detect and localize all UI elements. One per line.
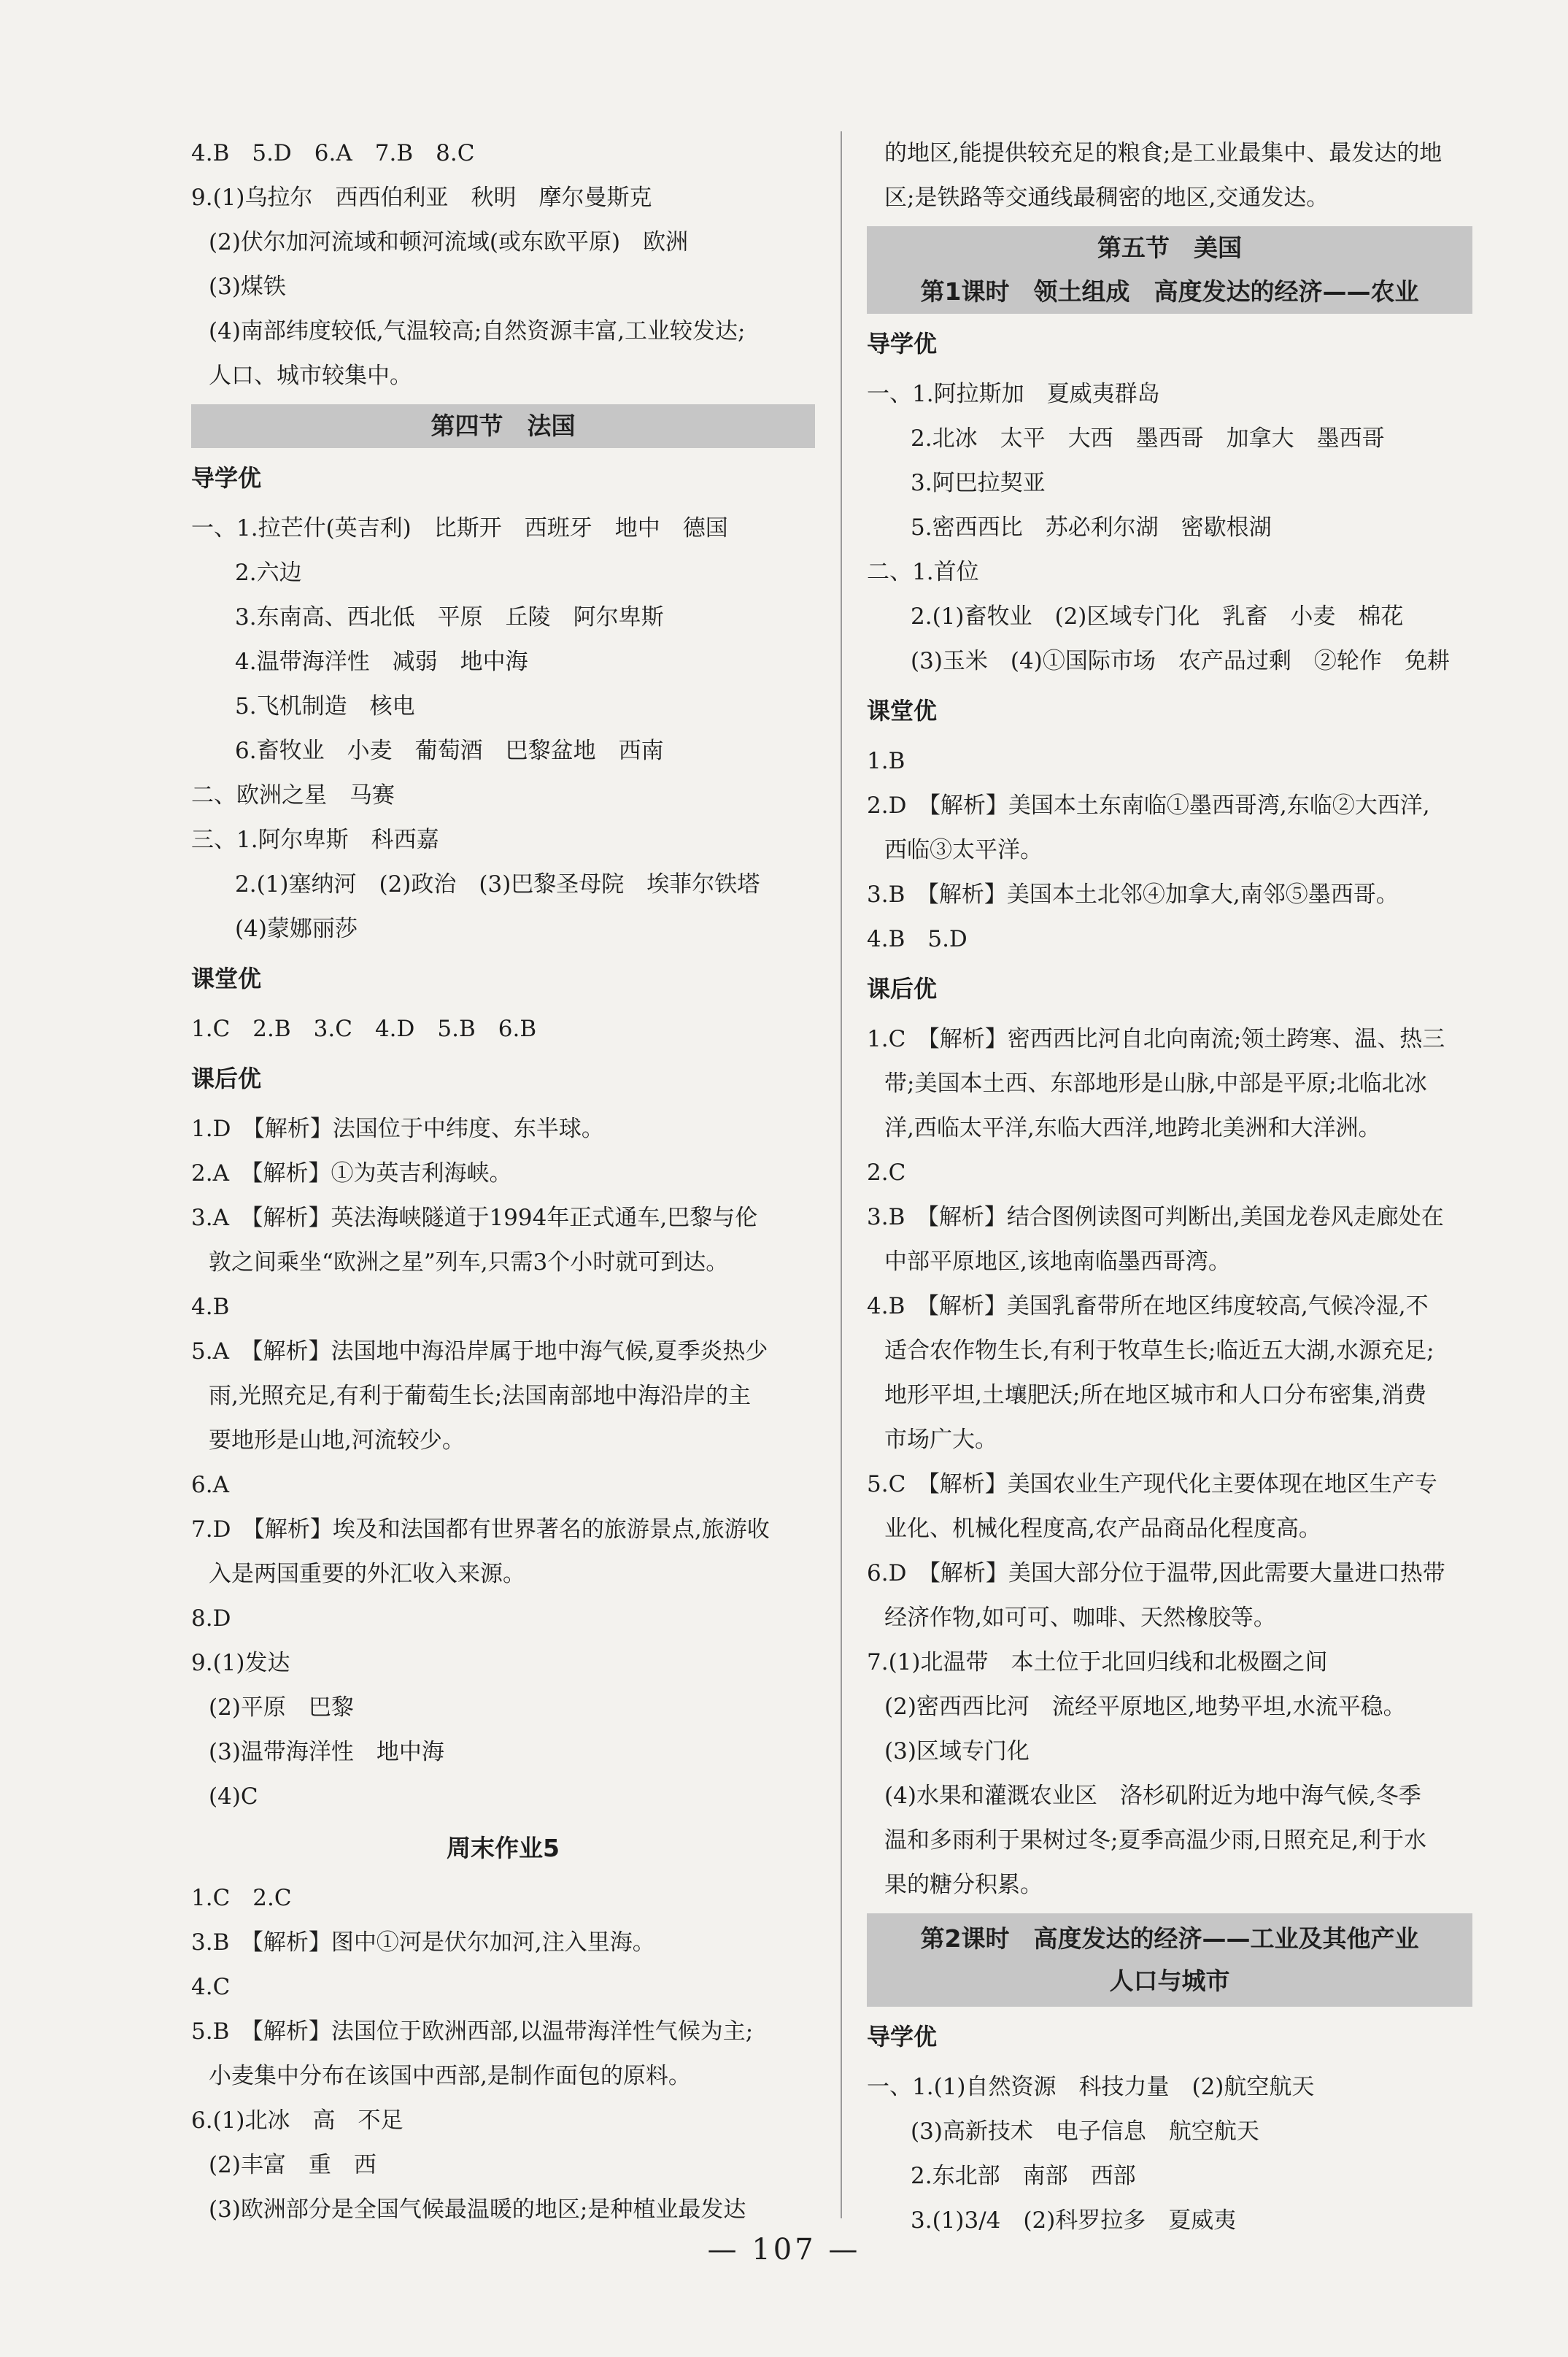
- answer-line: 1.B: [867, 748, 905, 774]
- answer-line: (3)煤铁: [209, 274, 286, 300]
- answer-line: 市场广大。: [884, 1427, 997, 1453]
- daoxue-label: 导学优: [191, 464, 262, 492]
- answer-line: 4.B 【解析】美国乳畜带所在地区纬度较高,气候冷湿,不: [867, 1293, 1429, 1319]
- answer-line: (3)温带海洋性 地中海: [209, 1739, 444, 1765]
- answer-line: 5.B 【解析】法国位于欧洲西部,以温带海洋性气候为主;: [191, 2018, 754, 2045]
- ketang-label: 课堂优: [867, 697, 938, 725]
- answer-line: 1.C 2.B 3.C 4.D 5.B 6.B: [191, 1016, 537, 1042]
- answer-line: 7.(1)北温带 本土位于北回归线和北极圈之间: [867, 1649, 1328, 1675]
- answer-line: 适合农作物生长,有利于牧草生长;临近五大湖,水源充足;: [884, 1338, 1434, 1364]
- answer-line: 西临③太平洋。: [884, 837, 1043, 863]
- lesson-1-title: 第1课时 领土组成 高度发达的经济——农业: [867, 270, 1472, 314]
- answer-line: 业化、机械化程度高,农产品商品化程度高。: [884, 1516, 1321, 1542]
- answer-line: (2)丰富 重 西: [209, 2152, 376, 2178]
- answer-line: 4.B: [191, 1294, 230, 1320]
- column-divider: [841, 131, 842, 2218]
- answer-line: 果的糖分积累。: [884, 1872, 1043, 1898]
- right-intro: [867, 131, 1472, 220]
- answer-line: 经济作物,如可可、咖啡、天然橡胶等。: [884, 1605, 1276, 1631]
- answer-line: 6.(1)北冰 高 不足: [191, 2107, 403, 2134]
- answer-line: 8.D: [191, 1605, 231, 1632]
- right-daoxue2-list: [867, 2065, 1472, 2243]
- lesson-2-title-line-2: 人口与城市: [1109, 1967, 1230, 1995]
- left-kehou-list: [191, 1107, 815, 1819]
- answer-line: (4)水果和灌溉农业区 洛杉矶附近为地中海气候,冬季: [884, 1783, 1421, 1809]
- left-daoxue-list: [191, 506, 815, 952]
- answer-line: 5.C 【解析】美国农业生产现代化主要体现在地区生产专: [867, 1471, 1437, 1497]
- answer-line: (3)欧洲部分是全国气候最温暖的地区;是种植业最发达: [209, 2196, 746, 2223]
- answer-line: 4.C: [191, 1974, 231, 2000]
- answer-line: 2.A 【解析】①为英吉利海峡。: [191, 1160, 512, 1187]
- answer-line: 2.C: [867, 1160, 906, 1186]
- answer-line: 的地区,能提供较充足的粮食;是工业最集中、最发达的地: [884, 140, 1443, 166]
- answer-line: (2)伏尔加河流域和顿河流域(或东欧平原) 欧洲: [209, 229, 689, 255]
- answer-line: 温和多雨利于果树过冬;夏季高温少雨,日照充足,利于水: [884, 1827, 1427, 1853]
- answer-line: 一、1.拉芒什(英吉利) 比斯开 西班牙 地中 德国: [191, 515, 728, 541]
- section-5-title: 第五节 美国: [867, 226, 1472, 270]
- answer-line: 3.B 【解析】结合图例读图可判断出,美国龙卷风走廊处在: [867, 1204, 1444, 1230]
- lesson-2-title-line-1: 第2课时 高度发达的经济——工业及其他产业: [920, 1924, 1419, 1953]
- answer-line: 三、1.阿尔卑斯 科西嘉: [191, 827, 439, 853]
- answer-line: 小麦集中分布在该国中西部,是制作面包的原料。: [209, 2063, 691, 2089]
- answer-line: 入是两国重要的外汇收入来源。: [209, 1561, 525, 1587]
- right-daoxue-list: [867, 372, 1472, 684]
- answer-line: 雨,光照充足,有利于葡萄生长;法国南部地中海沿岸的主: [209, 1383, 752, 1409]
- answer-line: 一、1.(1)自然资源 科技力量 (2)航空航天: [867, 2074, 1315, 2100]
- answer-line: (4)南部纬度较低,气温较高;自然资源丰富,工业较发达;: [209, 318, 746, 344]
- answer-line: 要地形是山地,河流较少。: [209, 1427, 465, 1454]
- left-intro: [191, 131, 815, 398]
- answer-line: 洋,西临太平洋,东临大西洋,地跨北美洲和大洋洲。: [884, 1115, 1381, 1141]
- answer-line: 地形平坦,土壤肥沃;所在地区城市和人口分布密集,消费: [884, 1382, 1427, 1408]
- answer-line: 6.A: [191, 1472, 229, 1498]
- answer-line: 1.C 2.C: [191, 1885, 292, 1911]
- page-number: — 107 —: [707, 2233, 861, 2267]
- daoxue-label: 导学优: [867, 330, 938, 358]
- answer-line: 3.B 【解析】图中①河是伏尔加河,注入里海。: [191, 1929, 655, 1956]
- ketang-label: 课堂优: [191, 965, 262, 992]
- weekend-homework-title: 周末作业5: [447, 1834, 560, 1862]
- answer-line: 2.六边: [235, 560, 302, 586]
- answer-line: 带;美国本土西、东部地形是山脉,中部是平原;北临北冰: [884, 1071, 1427, 1097]
- daoxue-label: 导学优: [867, 2023, 938, 2051]
- kehou-label: 课后优: [867, 975, 938, 1003]
- left-ketang-list: [191, 1007, 815, 1052]
- kehou-label: 课后优: [191, 1065, 262, 1092]
- answer-line: 3.B 【解析】美国本土北邻④加拿大,南邻⑤墨西哥。: [867, 882, 1399, 908]
- answer-line: 区;是铁路等交通线最稠密的地区,交通发达。: [884, 185, 1329, 211]
- answer-line: 6.D 【解析】美国大部分位于温带,因此需要大量进口热带: [867, 1560, 1445, 1586]
- answer-line: 1.D 【解析】法国位于中纬度、东半球。: [191, 1116, 604, 1142]
- right-ketang-list: [867, 739, 1472, 962]
- answer-line: 9.(1)发达: [191, 1650, 290, 1676]
- left-column: [191, 131, 815, 2232]
- answer-line: 二、欧洲之星 马赛: [191, 782, 395, 809]
- answer-line: 一、1.阿拉斯加 夏威夷群岛: [867, 381, 1160, 407]
- answer-line: (3)区域专门化: [884, 1738, 1030, 1764]
- answer-line: 9.(1)乌拉尔 西西伯利亚 秋明 摩尔曼斯克: [191, 185, 652, 211]
- answer-line: (3)玉米 (4)①国际市场 农产品过剩 ②轮作 免耕: [911, 648, 1450, 674]
- answer-line: 人口、城市较集中。: [209, 363, 412, 389]
- answer-line: 5.密西西比 苏必利尔湖 密歇根湖: [911, 514, 1272, 541]
- answer-line: 6.畜牧业 小麦 葡萄酒 巴黎盆地 西南: [235, 738, 664, 764]
- answer-line: (4)C: [209, 1783, 258, 1810]
- weekend-list: [191, 1876, 815, 2232]
- answer-line: 2.东北部 南部 西部: [911, 2163, 1136, 2189]
- answer-line: 2.(1)畜牧业 (2)区域专门化 乳畜 小麦 棉花: [911, 603, 1404, 630]
- answer-line: 5.A 【解析】法国地中海沿岸属于地中海气候,夏季炎热少: [191, 1338, 768, 1365]
- right-column: [867, 131, 1472, 2243]
- answer-line: 2.D 【解析】美国本土东南临①墨西哥湾,东临②大西洋,: [867, 792, 1430, 819]
- answer-line: 1.C 【解析】密西西比河自北向南流;领土跨寒、温、热三: [867, 1026, 1445, 1052]
- answer-line: (2)平原 巴黎: [209, 1694, 354, 1721]
- answer-line: 4.B 5.D: [867, 926, 968, 952]
- section-4-title: 第四节 法国: [191, 404, 815, 448]
- answer-line: 敦之间乘坐“欧洲之星”列车,只需3个小时就可到达。: [209, 1249, 729, 1276]
- answer-line: (3)高新技术 电子信息 航空航天: [911, 2118, 1259, 2145]
- answer-line: 4.温带海洋性 减弱 地中海: [235, 649, 528, 675]
- answer-line: 3.阿巴拉契亚: [911, 470, 1046, 496]
- answer-line: 3.东南高、西北低 平原 丘陵 阿尔卑斯: [235, 604, 664, 630]
- answer-line: 2.(1)塞纳河 (2)政治 (3)巴黎圣母院 埃菲尔铁塔: [235, 871, 760, 898]
- answer-line: 5.飞机制造 核电: [235, 693, 415, 720]
- answer-line: 3.(1)3/4 (2)科罗拉多 夏威夷: [911, 2207, 1237, 2234]
- right-kehou-list: [867, 1017, 1472, 1907]
- answer-line: (4)蒙娜丽莎: [235, 916, 358, 942]
- answer-line: 4.B 5.D 6.A 7.B 8.C: [191, 140, 475, 166]
- answer-line: 3.A 【解析】英法海峡隧道于1994年正式通车,巴黎与伦: [191, 1205, 758, 1231]
- answer-line: (2)密西西比河 流经平原地区,地势平坦,水流平稳。: [884, 1694, 1406, 1720]
- answer-line: 2.北冰 太平 大西 墨西哥 加拿大 墨西哥: [911, 425, 1385, 452]
- answer-line: 7.D 【解析】埃及和法国都有世界著名的旅游景点,旅游收: [191, 1516, 770, 1543]
- answer-line: 二、1.首位: [867, 559, 979, 585]
- lesson-2-title: [867, 1913, 1472, 2007]
- answer-line: 中部平原地区,该地南临墨西哥湾。: [884, 1249, 1231, 1275]
